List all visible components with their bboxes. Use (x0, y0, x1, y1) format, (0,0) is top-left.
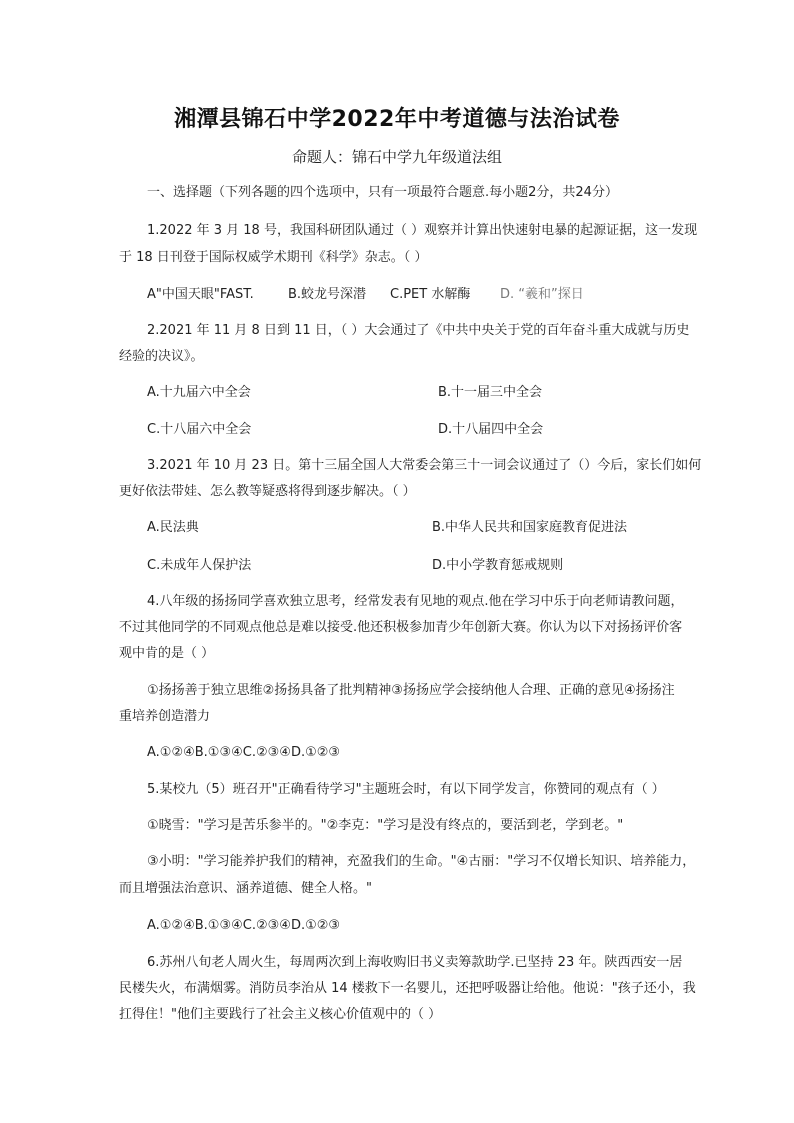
question-2-option-b: B.十一届三中全会 (438, 385, 543, 400)
author-line: 命题人：锦石中学九年级道法组 (291, 148, 502, 166)
question-3-line-1: 3.2021 年 10 月 23 日。第十三届全国人大常委会第三十一词会议通过了（）今后，家长们如何 (147, 458, 702, 473)
question-6-line-2: 民楼失火，布满烟雾。消防员李治从 14 楼救下一名婴儿，还把呼吸器让给他。他说："孩子还小，我 (119, 981, 696, 996)
question-4-answer-options: A.①②④B.①③④C.②③④D.①②③ (147, 745, 341, 760)
question-2-option-d: D.十八届四中全会 (438, 422, 544, 437)
question-5-line-1: 5.某校九（5）班召开"正确看待学习"主题班会时，有以下同学发言，你赞同的观点有（ ） (147, 782, 665, 797)
question-3-option-c: C.未成年人保护法 (147, 558, 252, 573)
question-2-line-1: 2.2021 年 11 月 8 日到 11 日，（ ）大会通过了《中共中央关于党的百年奋斗重大成就与历史 (147, 323, 690, 338)
question-2-option-a: A.十九届六中全会 (147, 385, 251, 400)
question-3-option-b: B.中华人民共和国家庭教育促进法 (432, 520, 628, 535)
question-4-line-2: 不过其他同学的不同观点他总是难以接受.他还积极参加青少年创新大赛。你认为以下对扬扬评价客 (119, 620, 683, 635)
question-2-option-c: C.十八届六中全会 (147, 422, 252, 437)
question-3-option-d: D.中小学教育惩戒规则 (432, 558, 564, 573)
question-6-line-1: 6.苏州八旬老人周火生，每周两次到上海收购旧书义卖筹款助学.已坚持 23 年。陕西西安一居 (147, 955, 683, 970)
question-3-line-2: 更好依法带娃、怎么教等疑惑将得到逐步解决。（ ） (119, 484, 416, 499)
question-5-statements-line-3: 而且增强法治意识、涵养道德、健全人格。" (119, 881, 372, 896)
question-4-statements-line-1: ①扬扬善于独立思维②扬扬具备了批判精神③扬扬应学会接纳他人合理、正确的意见④扬扬注 (147, 683, 675, 698)
question-6-line-3: 扛得住！"他们主要践行了社会主义核心价值观中的（ ） (119, 1007, 442, 1022)
question-5-statements-line-1: ①晓雪："学习是苦乐参半的。"②李克："学习是没有终点的，要活到老，学到老。" (147, 818, 624, 833)
question-1-line-2: 于 18 日刊登于国际权威学术期刊《科学》杂志。（ ） (119, 250, 428, 265)
question-1-line-1: 1.2022 年 3 月 18 号，我国科研团队通过（ ）观察并计算出快速射电暴的起源证据，这一发现 (147, 223, 698, 238)
question-4-statements-line-2: 重培养创造潜力 (119, 709, 211, 724)
question-2-line-2: 经验的决议》。 (119, 349, 204, 364)
question-5-statements-line-2: ③小明："学习能养护我们的精神，充盈我们的生命。"④古丽："学习不仅增长知识、培养能力， (147, 854, 696, 869)
question-1-option-c: C.PET 水解酶 (390, 287, 471, 302)
question-5-answer-options: A.①②④B.①③④C.②③④D.①②③ (147, 918, 341, 933)
question-3-option-a: A.民法典 (147, 520, 199, 535)
exam-title: 湘潭县锦石中学2022年中考道德与法治试卷 (174, 107, 620, 132)
question-4-line-1: 4.八年级的扬扬同学喜欢独立思考，经常发表有见地的观点.他在学习中乐于向老师请教问题， (147, 594, 684, 609)
question-1-option-b: B.蛟龙号深潜 (288, 287, 367, 302)
question-4-line-3: 观中肯的是（ ） (119, 646, 215, 661)
question-1-option-d: D. “羲和”探日 (500, 287, 584, 302)
question-1-option-a: A"中国天眼"FAST. (147, 287, 254, 302)
section-heading: 一、选择题（下列各题的四个选项中，只有一项最符合题意.每小题2分，共24分） (147, 185, 618, 200)
